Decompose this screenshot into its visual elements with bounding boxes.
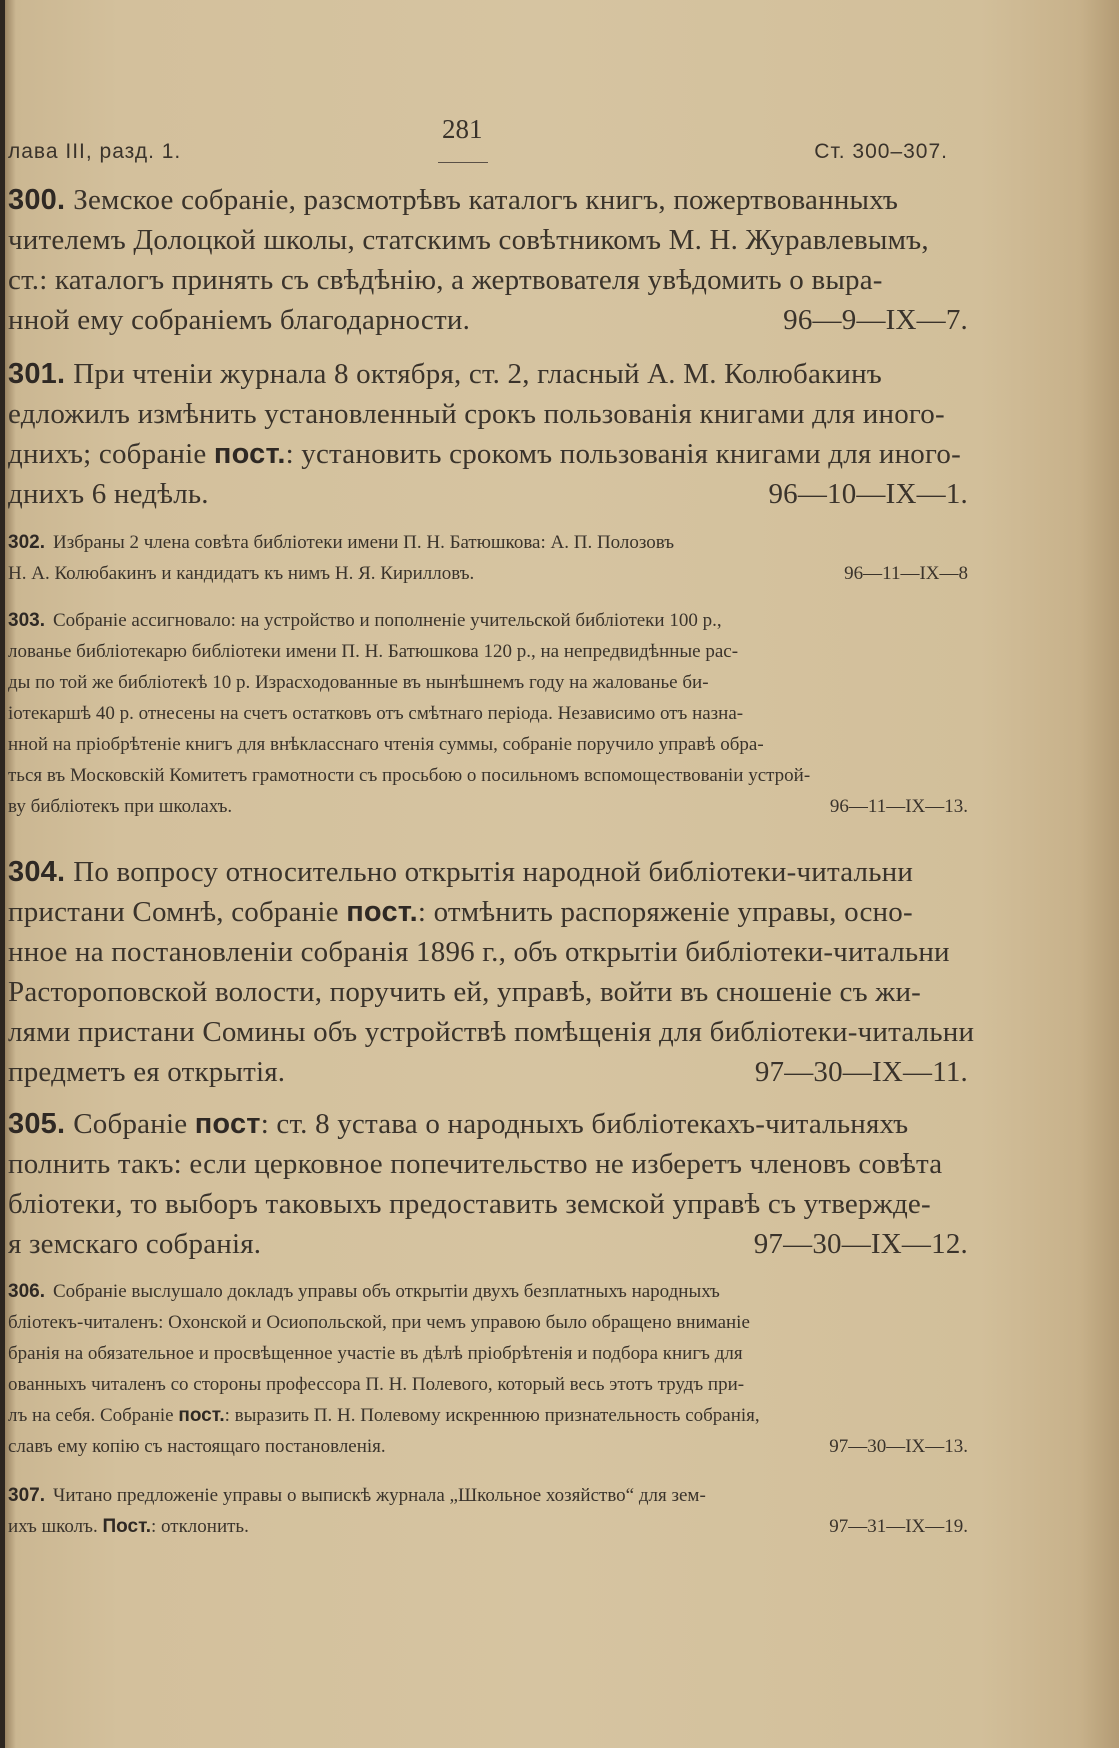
- entry-line: 307. Читано предложеніе управы о выпискѣ журнала „Школьное хозяйство“ для зем-: [8, 1485, 706, 1506]
- resolution-keyword: пост.: [178, 1405, 225, 1426]
- reference: 96—10—IX—1.: [768, 478, 968, 510]
- entry-line: предметъ ея открытія. 97—30—IX—11.: [8, 1052, 968, 1092]
- page-number-rule: [438, 162, 488, 163]
- reference: 96—11—IX—13.: [829, 796, 968, 817]
- entry-300: [8, 180, 968, 340]
- page-header: [8, 114, 948, 168]
- entry-line: ву библіотекъ при школахъ. 96—11—IX—13.: [8, 791, 968, 822]
- entry-line: 304. По вопросу относительно открытія народной библіотеки-читальни: [8, 856, 914, 888]
- entry-line: бліотекъ-читаленъ: Охонской и Осиопольской, при чемъ управою было обращено вниманіе: [8, 1312, 750, 1333]
- entry-line: Н. А. Колюбакинъ и кандидатъ къ нимъ Н. Я. Кирилловъ. 96—11—IX—8: [8, 558, 968, 589]
- entry-line: лъ на себя. Собраніе пост.: выразить П. Н. Полевому искреннюю признательность собранія,: [8, 1405, 760, 1426]
- entry-line: бранія на обязательное и просвѣщенное участіе въ дѣлѣ пріобрѣтенія и подбора книгъ для: [8, 1343, 743, 1364]
- entry-number: 302.: [8, 532, 45, 553]
- entry-line: 300. Земское собраніе, разсмотрѣвъ каталогъ книгъ, пожертвованныхъ: [8, 184, 899, 216]
- entry-line: 302. Избраны 2 члена совѣта библіотеки имени П. Н. Батюшкова: А. П. Полозовъ: [8, 532, 675, 553]
- entry-305: [8, 1104, 968, 1264]
- entry-302: [8, 527, 968, 589]
- entry-line: ться въ Московскій Комитетъ грамотности съ просьбою о посильномъ вспомоществованіи устрой-: [8, 765, 811, 786]
- entry-line: ды по той же библіотекѣ 10 р. Израсходованные въ нынѣшнемъ году на жалованье би-: [8, 672, 709, 693]
- resolution-keyword: пост.: [346, 896, 418, 928]
- entry-number: 301.: [8, 358, 66, 390]
- reference: 97—30—IX—12.: [753, 1228, 968, 1260]
- reference: 97—30—IX—11.: [754, 1056, 968, 1088]
- entry-line: лями пристани Сомины объ устройствѣ помѣщенія для библіотеки-читальни: [8, 1016, 975, 1048]
- binding-edge: [0, 0, 5, 1748]
- resolution-keyword: пост: [194, 1108, 261, 1140]
- reference: 97—31—IX—19.: [829, 1516, 968, 1537]
- resolution-keyword: Пост.: [102, 1516, 151, 1537]
- entry-line: 305. Собраніе пост: ст. 8 устава о народныхъ библіотекахъ-читальняхъ: [8, 1108, 909, 1140]
- reference: 96—9—IX—7.: [783, 304, 968, 336]
- entry-line: пристани Сомнѣ, собраніе пост.: отмѣнить распоряженіе управы, осно-: [8, 896, 913, 928]
- reference: 96—11—IX—8: [844, 563, 968, 584]
- reference: 97—30—IX—13.: [829, 1436, 968, 1457]
- entry-line: нное на постановленіи собранія 1896 г., объ открытіи библіотеки-читальни: [8, 936, 950, 968]
- entry-line: ст.: каталогъ принять съ свѣдѣнію, а жертвователя увѣдомить о выра-: [8, 264, 883, 296]
- entry-line: лованье библіотекарю библіотеки имени П. Н. Батюшкова 120 р., на непредвидѣнные рас-: [8, 641, 739, 662]
- chapter-label: лава III, разд. 1.: [8, 140, 182, 163]
- entry-line: іотекаршѣ 40 р. отнесены на счетъ остатковъ отъ смѣтнаго періода. Независимо отъ назна-: [8, 703, 744, 724]
- entry-line: ихъ школъ. Пост.: отклонить. 97—31—IX—19.: [8, 1511, 968, 1542]
- entry-line: днихъ; собраніе пост.: установить срокомъ пользованія книгами для иного-: [8, 438, 961, 470]
- entry-line: чителемъ Долоцкой школы, статскимъ совѣтникомъ М. Н. Журавлевымъ,: [8, 224, 929, 256]
- entry-number: 303.: [8, 610, 45, 631]
- entry-number: 305.: [8, 1108, 66, 1140]
- entry-line: 303. Собраніе ассигновало: на устройство и пополненіе учительской библіотеки 100 р.,: [8, 610, 722, 631]
- entry-line: дниxъ 6 недѣль. 96—10—IX—1.: [8, 474, 968, 514]
- entry-line: бліотеки, то выборъ таковыхъ предоставить земской управѣ съ утвержде-: [8, 1188, 931, 1220]
- entry-line: ованныхъ читаленъ со стороны профессора П. Н. Полевого, который весь этотъ трудъ при-: [8, 1374, 745, 1395]
- entry-number: 300.: [8, 184, 66, 216]
- entry-line: славъ ему копію съ настоящаго постановленія. 97—30—IX—13.: [8, 1431, 968, 1462]
- entry-304: [8, 852, 975, 1092]
- entry-number: 306.: [8, 1281, 45, 1302]
- entry-line: едложилъ измѣнить установленный срокъ пользованія книгами для иного-: [8, 398, 945, 430]
- page-number: 281: [442, 114, 483, 144]
- entry-line: полнить такъ: если церковное попечительство не изберетъ членовъ совѣта: [8, 1148, 943, 1180]
- entry-number: 307.: [8, 1485, 45, 1506]
- entry-line: 306. Собраніе выслушало докладъ управы объ открытіи двухъ безплатныхъ народныхъ: [8, 1281, 720, 1302]
- entry-line: Растороповской волости, поручить ей, управѣ, войти въ сношеніе съ жи-: [8, 976, 922, 1008]
- entry-line: я земскаго собранія. 97—30—IX—12.: [8, 1224, 968, 1264]
- article-range: Ст. 300–307.: [814, 140, 948, 163]
- entry-line: 301. При чтеніи журнала 8 октября, ст. 2, гласный А. М. Колюбакинъ: [8, 358, 883, 390]
- entry-line: нной ему собраніемъ благодарности. 96—9—IX—7.: [8, 300, 968, 340]
- entry-301: [8, 354, 968, 514]
- resolution-keyword: пост.: [213, 438, 286, 470]
- entry-307: [8, 1480, 968, 1542]
- entry-number: 304.: [8, 856, 66, 888]
- entry-303: [8, 605, 968, 822]
- entry-306: [8, 1276, 968, 1462]
- entry-line: нной на пріобрѣтеніе книгъ для внѣкласснаго чтенія суммы, собраніе поручило управѣ обра-: [8, 734, 764, 755]
